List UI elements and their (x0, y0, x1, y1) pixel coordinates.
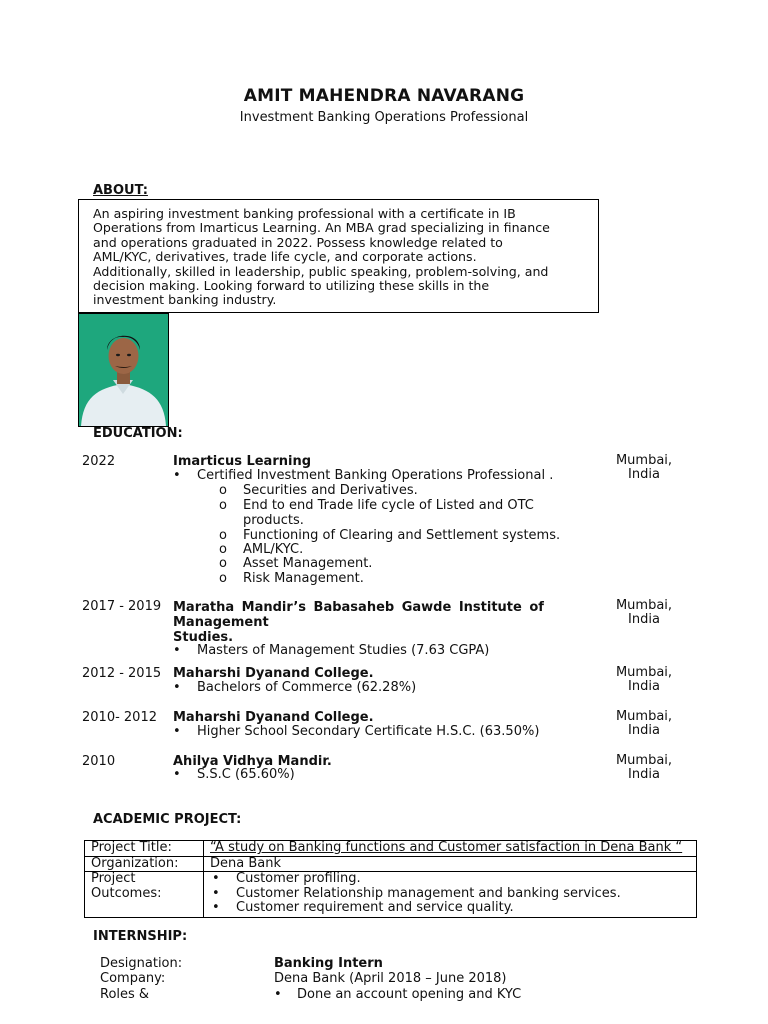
about-box (78, 199, 599, 313)
institution-line: Maratha Mandir’s Babasaheb Gawde Institute of (173, 600, 544, 615)
bullet-icon: • (173, 767, 181, 782)
education-location (605, 454, 683, 482)
institution-line: Studies. (173, 630, 234, 645)
list-item (219, 557, 372, 572)
designation-value: Banking Intern (274, 956, 383, 971)
list-item: • Customer Relationship management and banking services. (212, 885, 621, 901)
education-item: Certified Investment Banking Operations Professional . (197, 468, 554, 483)
list-item (173, 644, 489, 659)
project-table (84, 840, 697, 918)
education-institution (173, 600, 593, 645)
bullet-icon: • (173, 724, 181, 739)
education-subitem: Risk Management. (243, 571, 364, 586)
person-photo-icon (79, 314, 168, 426)
list-item (219, 499, 534, 514)
professional-title: Investment Banking Operations Professional (239, 110, 529, 125)
about-line: investment banking industry. (93, 292, 277, 308)
bullet-icon: • (173, 643, 181, 658)
list-item (173, 768, 295, 783)
education-subitem-continued: products. (243, 513, 304, 528)
table-row (85, 856, 697, 872)
education-year: 2010- 2012 (82, 710, 157, 725)
location-country: India (628, 723, 660, 738)
education-subitem: End to end Trade life cycle of Listed and OTC (243, 498, 534, 513)
education-item: Higher School Secondary Certificate H.S.C. (63.50%) (197, 724, 540, 739)
education-subitem: Securities and Derivatives. (243, 483, 418, 498)
company-value: Dena Bank (April 2018 – June 2018) (274, 971, 507, 986)
location-country: India (628, 467, 660, 482)
education-institution: Ahilya Vidhya Mandir. (173, 754, 332, 769)
education-subitem: Asset Management. (243, 556, 373, 571)
location-country: India (628, 612, 660, 627)
designation-label: Designation: (100, 956, 183, 971)
project-outcomes-label: Project Outcomes: (85, 872, 204, 918)
education-item: Bachelors of Commerce (62.28%) (197, 680, 417, 695)
table-row (85, 872, 697, 918)
education-location (605, 754, 683, 782)
list-item (219, 572, 364, 587)
bullet-icon: • (173, 468, 181, 483)
education-location (605, 666, 683, 694)
project-title-label: Project Title: (85, 841, 204, 857)
profile-photo (78, 313, 169, 427)
education-year: 2022 (82, 454, 116, 469)
company-label: Company: (100, 971, 166, 986)
education-item: Masters of Management Studies (7.63 CGPA) (197, 643, 490, 658)
table-row (85, 841, 697, 857)
bullet-icon: • (173, 680, 181, 695)
project-org-value: Dena Bank (204, 856, 697, 872)
education-item: S.S.C (65.60%) (197, 767, 295, 782)
location-country: India (628, 767, 660, 782)
location-city: Mumbai, (615, 598, 673, 613)
location-city: Mumbai, (615, 453, 673, 468)
education-location (605, 599, 683, 627)
bullet-icon: • (274, 987, 282, 1002)
education-institution: Maharshi Dyanand College. (173, 666, 374, 681)
bullet-icon: • (212, 871, 220, 886)
education-heading: EDUCATION: (93, 426, 183, 441)
location-city: Mumbai, (615, 709, 673, 724)
location-city: Mumbai, (615, 753, 673, 768)
list-item (274, 987, 521, 1002)
about-line: Operations from Imarticus Learning. An MBA grad specializing in finance (93, 220, 550, 236)
education-institution: Imarticus Learning (173, 454, 312, 469)
education-institution: Maharshi Dyanand College. (173, 710, 374, 725)
list-item: • Customer requirement and service quality. (212, 900, 514, 915)
education-year: 2012 - 2015 (82, 666, 162, 681)
candidate-name: AMIT MAHENDRA NAVARANG (243, 86, 525, 106)
education-year: 2010 (82, 754, 116, 769)
sub-bullet-icon: o (219, 571, 227, 586)
project-outcomes-value (204, 872, 697, 918)
institution-line: Management (173, 615, 269, 630)
about-line: Additionally, skilled in leadership, public speaking, problem-solving, and (93, 263, 549, 279)
about-line: AML/KYC, derivatives, trade life cycle, and corporate actions. (93, 249, 477, 265)
education-location (605, 710, 683, 738)
sub-bullet-icon: o (219, 556, 227, 571)
internship-heading: INTERNSHIP: (93, 929, 188, 944)
location-country: India (628, 679, 660, 694)
roles-label: Roles & (100, 987, 150, 1002)
project-heading: ACADEMIC PROJECT: (93, 812, 242, 827)
list-item: • Customer profiling. (212, 871, 361, 886)
project-title-value: “A study on Banking functions and Customer satisfaction in Dena Bank “ (204, 841, 697, 857)
role-item: Done an account opening and KYC (297, 987, 522, 1002)
education-year: 2017 - 2019 (82, 599, 162, 614)
project-org-label: Organization: (85, 856, 204, 872)
bullet-icon: • (212, 885, 220, 901)
education-subitem: AML/KYC. (243, 542, 304, 557)
sub-bullet-icon: o (219, 483, 227, 498)
about-heading: ABOUT: (93, 183, 148, 198)
about-line: and operations graduated in 2022. Possess knowledge related to (93, 234, 503, 250)
list-item (219, 484, 418, 499)
list-item (173, 725, 539, 740)
about-line: decision making. Looking forward to utilizing these skills in the (93, 278, 490, 294)
bullet-icon: • (212, 900, 220, 915)
about-line: An aspiring investment banking professional with a certificate in IB (93, 206, 516, 221)
sub-bullet-icon: o (219, 528, 227, 543)
sub-bullet-icon: o (219, 498, 227, 513)
education-subitem: Functioning of Clearing and Settlement systems. (243, 528, 561, 543)
list-item (173, 681, 416, 696)
list-item (173, 469, 553, 484)
sub-bullet-icon: o (219, 542, 227, 557)
location-city: Mumbai, (615, 665, 673, 680)
